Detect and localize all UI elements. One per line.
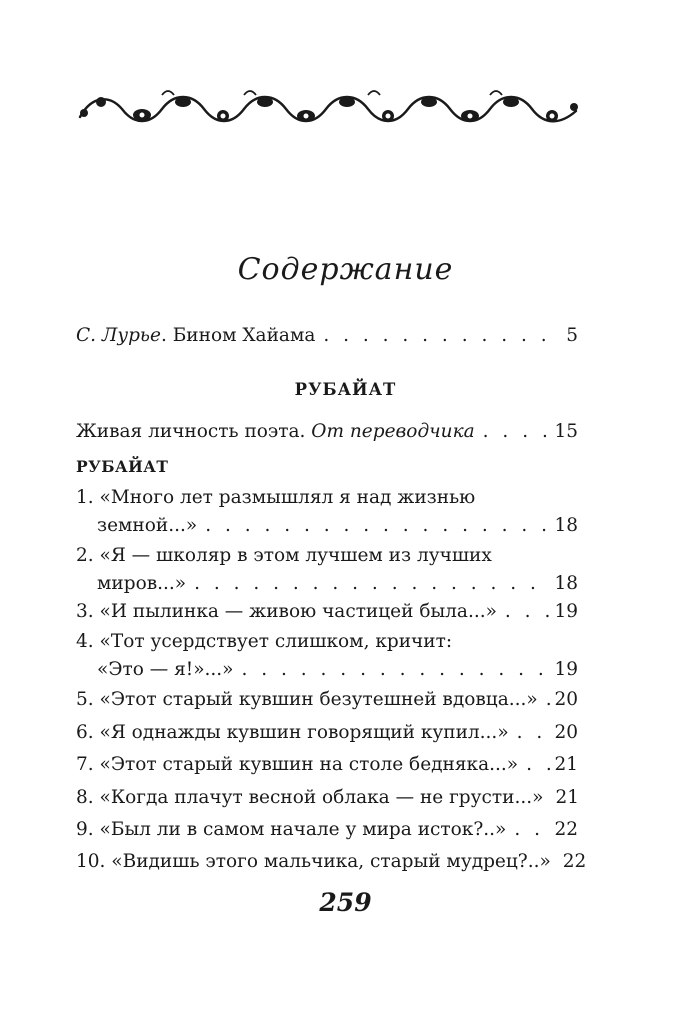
entry-title: 9. «Был ли в самом начале у мира исток?..» [76,819,507,840]
entry-title: 2. «Я — школяр в этом лучшем из лучших [76,545,492,566]
entry-subtitle: От переводчика [311,421,475,442]
page-number: 22 [554,819,578,840]
leader-dots [323,322,562,350]
leader-dots [546,686,551,714]
page-number: 18 [554,573,578,594]
entry-title: 7. «Этот старый кувшин на столе бедняка...» [76,754,519,775]
ornament-band-icon [76,85,580,130]
page-number: 20 [554,722,578,743]
toc-entry-intro[interactable] [76,322,578,350]
toc-entry[interactable] [76,628,578,684]
entry-title: 8. «Когда плачут весной облака — не грусти...» [76,787,544,808]
toc-entry-preface[interactable] [76,418,578,446]
leader-dots [526,751,550,779]
entry-title: 4. «Тот усердствует слишком, кричит: [76,631,453,652]
entry-title: 1. «Много лет размышлял я над жизнью [76,487,476,508]
page-folio: 259 [319,888,372,917]
entry-title-continued: «Это — я!»...» [97,659,234,680]
entry-title: 3. «И пылинка — живою частицей была...» [76,601,497,622]
author-name: С. Лурье [76,325,161,346]
page-number: 22 [562,851,587,872]
page-number: 20 [554,689,578,710]
toc-entry[interactable] [76,686,578,714]
leader-dots [505,598,551,626]
entry-title: 5. «Этот старый кувшин безутешней вдовца...» [76,689,538,710]
subsection-heading: РУБАЙАТ [76,457,169,476]
page-title: Содержание [237,252,454,287]
entry-title-continued: миров...» [97,573,187,594]
leader-dots [517,719,551,747]
leader-dots [194,570,550,598]
entry-title: 10. «Видишь этого мальчика, старый мудрец?..» [76,851,551,872]
entry-title-continued: земной...» [97,515,198,536]
toc-entry[interactable] [76,484,578,540]
entry-title: Живая личность поэта. [76,421,312,442]
toc-entry[interactable] [76,719,578,747]
leader-dots [514,816,550,844]
page-number: 21 [555,787,579,808]
page-number: 5 [566,325,578,346]
page-number: 18 [554,515,578,536]
toc-entry[interactable] [76,542,578,598]
toc-entry[interactable] [76,751,578,779]
leader-dots [205,512,550,540]
page-number: 15 [554,421,578,442]
page-number: 21 [554,754,578,775]
section-heading: РУБАЙАТ [294,380,397,399]
entry-title: 6. «Я однажды кувшин говорящий купил...» [76,722,509,743]
toc-entry[interactable] [76,598,578,626]
toc-entry[interactable] [76,816,578,844]
page-number: 19 [554,659,578,680]
leader-dots [483,418,551,446]
toc-entry[interactable] [76,848,587,876]
page-number: 19 [554,601,578,622]
entry-title: . Бином Хайама [160,325,316,346]
toc-entry[interactable] [76,784,578,812]
leader-dots [242,656,551,684]
